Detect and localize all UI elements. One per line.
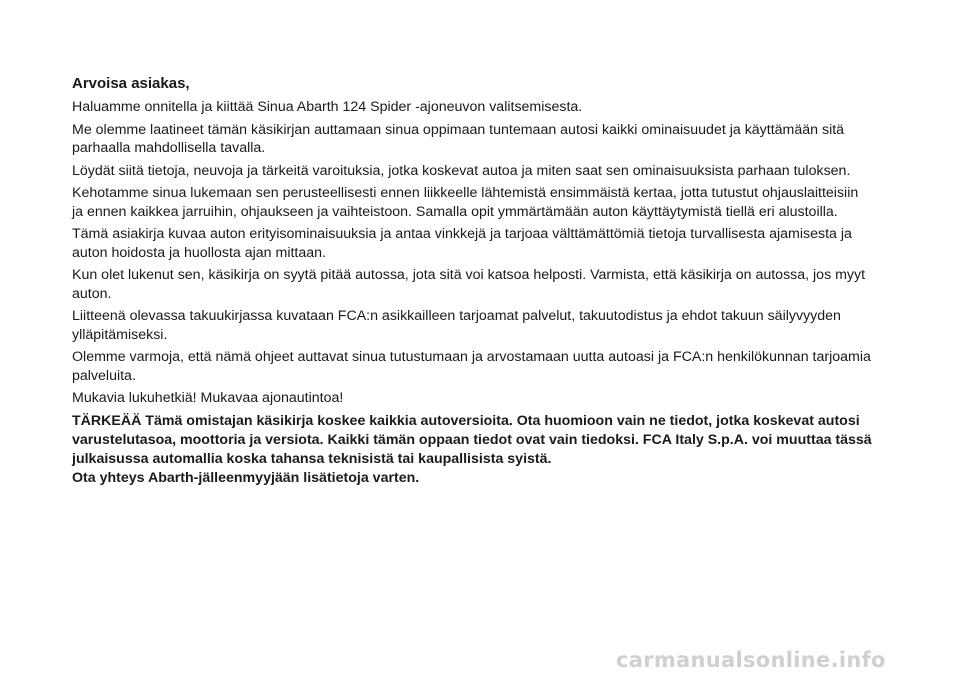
paragraph-contents: Löydät siitä tietoja, neuvoja ja tärkeitä varoituksia, jotka koskevat autoa ja miten saat sen ominaisuuksista parhaan tuloksen.: [72, 162, 851, 179]
important-notice: TÄRKEÄÄ Tämä omistajan käsikirja koskee kaikkia autoversioita. Ota huomioon vain ne tiedot, jotka koskevat autosi varustelutasoa, moottoria ja versiota. Kaikki tämän oppaan tiedot ovat vain tiedoksi. FCA Italy S.p.A. voi muuttaa tässä julkaisussa automallia koska tahansa teknisistä tai kaupallisista syistä.: [72, 412, 872, 467]
watermark-link[interactable]: carmanualsonline.info: [616, 648, 886, 672]
greeting-heading: Arvoisa asiakas,: [72, 75, 190, 92]
contact-notice: Ota yhteys Abarth-jälleenmyyjään lisätietoja varten.: [72, 469, 420, 486]
paragraph-read-before-driving: Kehotamme sinua lukemaan sen perusteellisesti ennen liikkeelle lähtemistä ensimmäistä kertaa, jotta tutustut ohjauslaitteisiin ja ennen kaikkea jarruihin, ohjaukseen ja vaihteistoon. Samalla opit ymmärtämään auton käyttäytymistä tiellä eri alustoilla.: [72, 185, 859, 220]
paragraph-purpose: Me olemme laatineet tämän käsikirjan auttamaan sinua oppimaan tuntemaan autosi kaikki ominaisuudet ja käyttämään sitä parhaalla mahdollisella tavalla.: [72, 121, 845, 156]
manual-page: [72, 74, 872, 488]
paragraph-keep-in-car: Kun olet lukenut sen, käsikirja on syytä pitää autossa, jota sitä voi katsoa helposti. Varmista, että käsikirja on autossa, jos myyt auton.: [72, 267, 866, 302]
paragraph-congratulations: Haluamme onnitella ja kiittää Sinua Abarth 124 Spider -ajoneuvon valitsemisesta.: [72, 99, 583, 115]
paragraph-appreciation: Olemme varmoja, että nämä ohjeet auttavat sinua tutustumaan ja arvostamaan uutta autoasi ja FCA:n henkilökunnan tarjoamia palveluita.: [72, 349, 871, 384]
paragraph-safety-info: Tämä asiakirja kuvaa auton erityisominaisuuksia ja antaa vinkkejä ja tarjoaa välttämättömiä tietoja turvallisesta ajamisesta ja auton hoidosta ja huollosta ajan mittaan.: [72, 226, 852, 261]
paragraph-closing: Mukavia lukuhetkiä! Mukavaa ajonautintoa!: [72, 390, 344, 406]
paragraph-warranty: Liitteenä olevassa takuukirjassa kuvataan FCA:n asikkailleen tarjoamat palvelut, takuutodistus ja ehdot takuun säilyvyyden ylläpitämiseksi.: [72, 308, 841, 343]
